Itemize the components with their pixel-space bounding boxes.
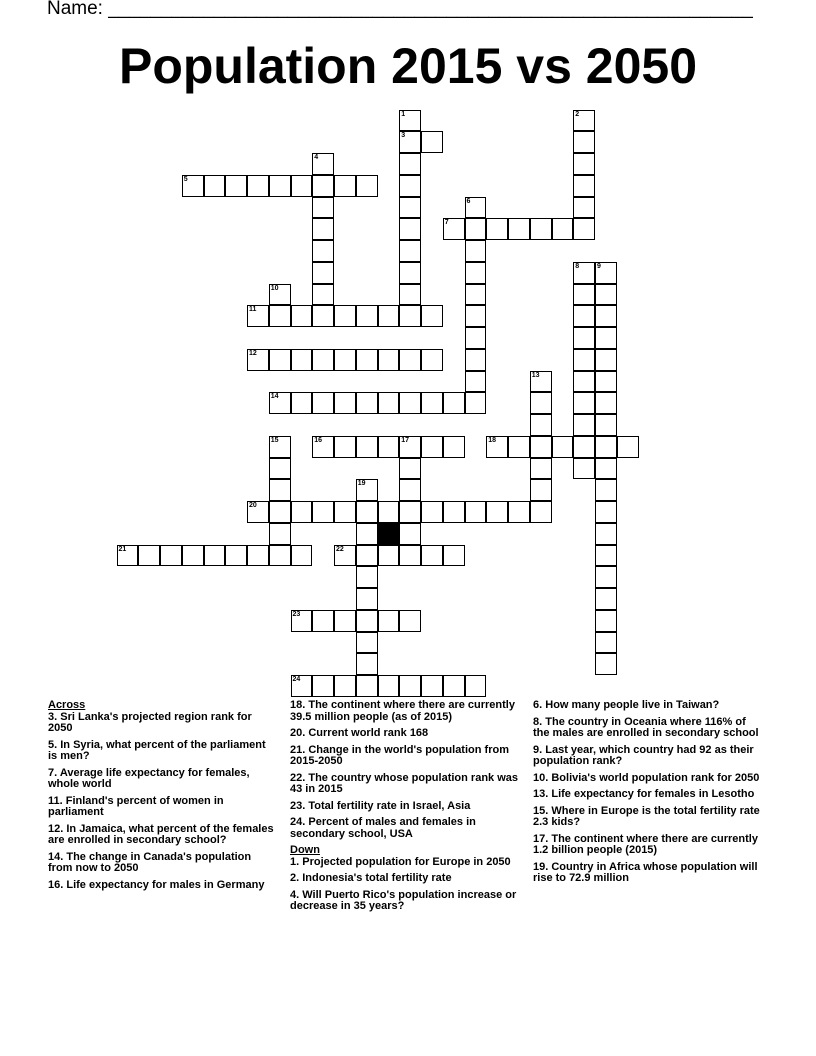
crossword-cell[interactable] — [269, 175, 291, 197]
clue-item — [48, 796, 276, 819]
crossword-cell[interactable] — [399, 436, 421, 458]
crossword-cell[interactable] — [356, 588, 378, 610]
crossword-cell[interactable] — [312, 675, 334, 697]
crossword-cell[interactable] — [356, 610, 378, 632]
clue-item — [533, 862, 761, 885]
clue-text: Current world rank 168 — [308, 727, 429, 739]
clue-item — [290, 728, 518, 740]
cell-number: 8 — [575, 262, 580, 270]
clue-number: 21. — [290, 743, 306, 756]
crossword-cell[interactable] — [486, 436, 508, 458]
crossword-cell[interactable] — [465, 197, 487, 219]
clue-text: Average life expectancy for females, whole world — [48, 766, 250, 790]
crossword-cell[interactable] — [312, 305, 334, 327]
clue-item — [533, 806, 761, 829]
crossword-cell[interactable] — [465, 327, 487, 349]
crossword-cell[interactable] — [595, 327, 617, 349]
clue-item — [533, 717, 761, 740]
crossword-cell[interactable] — [312, 262, 334, 284]
crossword-cell[interactable] — [399, 501, 421, 523]
crossword-cell[interactable] — [247, 545, 269, 567]
black-cell — [378, 523, 400, 545]
crossword-cell[interactable] — [595, 501, 617, 523]
clue-number: 7. — [48, 766, 58, 779]
crossword-cell[interactable] — [204, 175, 226, 197]
clue-number: 10. — [533, 771, 549, 784]
clue-number: 9. — [533, 743, 543, 756]
clue-number: 15. — [533, 804, 549, 817]
crossword-cell[interactable] — [465, 218, 487, 240]
crossword-cell[interactable] — [291, 392, 313, 414]
clue-number: 5. — [48, 738, 58, 751]
cell-number: 7 — [444, 219, 449, 227]
crossword-cell[interactable] — [356, 523, 378, 545]
clue-item — [48, 768, 276, 791]
clue-item — [48, 852, 276, 875]
crossword-cell[interactable] — [291, 305, 313, 327]
crossword-cell[interactable] — [595, 349, 617, 371]
clue-item — [290, 873, 518, 885]
clue-number: 11. — [48, 794, 63, 807]
crossword-cell[interactable] — [530, 392, 552, 414]
crossword-cell[interactable] — [334, 501, 356, 523]
crossword-cell[interactable] — [399, 523, 421, 545]
crossword-cell[interactable] — [334, 392, 356, 414]
crossword-cell[interactable] — [356, 501, 378, 523]
crossword-cell[interactable] — [399, 675, 421, 697]
crossword-cell[interactable] — [573, 349, 595, 371]
crossword-cell[interactable] — [312, 349, 334, 371]
crossword-cell[interactable] — [573, 218, 595, 240]
crossword-cell[interactable] — [334, 610, 356, 632]
clue-text: The country whose population rank was 43 in 2015 — [290, 771, 518, 795]
clue-text: Indonesia's total fertility rate — [302, 872, 452, 884]
clue-number: 13. — [533, 788, 549, 800]
clue-number: 18. — [290, 699, 306, 711]
crossword-cell[interactable] — [399, 392, 421, 414]
crossword-cell[interactable] — [465, 349, 487, 371]
cell-number: 23 — [292, 610, 301, 618]
crossword-cell[interactable] — [269, 349, 291, 371]
crossword-cell[interactable] — [595, 436, 617, 458]
crossword-cell[interactable] — [443, 501, 465, 523]
crossword-cell[interactable] — [378, 501, 400, 523]
crossword-cell[interactable] — [312, 436, 334, 458]
cell-number: 6 — [466, 197, 471, 205]
crossword-cell[interactable] — [465, 392, 487, 414]
crossword-cell[interactable] — [204, 545, 226, 567]
crossword-cell[interactable] — [312, 197, 334, 219]
crossword-cell[interactable] — [573, 110, 595, 132]
clue-text: Will Puerto Rico's population increase or decrease in 35 years? — [290, 888, 517, 912]
crossword-cell[interactable] — [530, 479, 552, 501]
crossword-cell[interactable] — [182, 545, 204, 567]
clue-text: In Syria, what percent of the parliament is men? — [48, 738, 266, 762]
crossword-cell[interactable] — [399, 153, 421, 175]
cell-number: 24 — [292, 676, 301, 683]
crossword-cell[interactable] — [573, 197, 595, 219]
crossword-cell[interactable] — [399, 545, 421, 567]
crossword-cell[interactable] — [399, 610, 421, 632]
crossword-cell[interactable] — [356, 632, 378, 654]
crossword-cell[interactable] — [530, 436, 552, 458]
crossword-cell[interactable] — [138, 545, 160, 567]
crossword-cell[interactable] — [247, 501, 269, 523]
crossword-cell[interactable] — [356, 305, 378, 327]
crossword-cell[interactable] — [595, 458, 617, 480]
clue-item — [290, 700, 518, 723]
clue-text: Life expectancy for females in Lesotho — [551, 788, 755, 800]
clue-number: 6. — [533, 699, 543, 711]
crossword-cell[interactable] — [573, 153, 595, 175]
clue-item — [48, 880, 276, 892]
clue-number: 20. — [290, 727, 306, 739]
clue-item — [533, 745, 761, 768]
crossword-cell[interactable] — [269, 479, 291, 501]
cell-number: 16 — [314, 436, 323, 444]
crossword-cell[interactable] — [356, 349, 378, 371]
crossword-cell[interactable] — [356, 436, 378, 458]
crossword-cell[interactable] — [269, 545, 291, 567]
crossword-cell[interactable] — [312, 610, 334, 632]
crossword-cell[interactable] — [356, 653, 378, 675]
clue-number: 14. — [48, 850, 64, 863]
crossword-cell[interactable] — [530, 501, 552, 523]
crossword-cell[interactable] — [595, 566, 617, 588]
crossword-cell[interactable] — [225, 175, 247, 197]
crossword-cell[interactable] — [312, 284, 334, 306]
crossword-cell[interactable] — [552, 436, 574, 458]
cell-number: 15 — [270, 436, 279, 444]
clue-number: 3. — [48, 710, 58, 723]
crossword-cell[interactable] — [399, 218, 421, 240]
cell-number: 12 — [249, 349, 257, 357]
crossword-cell[interactable] — [117, 545, 139, 567]
cell-number: 9 — [597, 262, 601, 270]
crossword-cell[interactable] — [443, 675, 465, 697]
crossword-cell[interactable] — [421, 392, 443, 414]
crossword-cell[interactable] — [312, 392, 334, 414]
clue-item — [48, 740, 276, 763]
crossword-cell[interactable] — [421, 545, 443, 567]
crossword-cell[interactable] — [399, 479, 421, 501]
cell-number: 11 — [249, 306, 257, 314]
clue-text: Projected population for Europe in 2050 — [302, 855, 511, 868]
crossword-cell[interactable] — [530, 371, 552, 393]
crossword-cell[interactable] — [421, 501, 443, 523]
crossword-cell[interactable] — [573, 414, 595, 436]
clue-text: Bolivia's world population rank for 2050 — [551, 771, 760, 784]
crossword-cell[interactable] — [465, 284, 487, 306]
crossword-cell[interactable] — [573, 392, 595, 414]
clue-number: 12. — [48, 822, 64, 835]
crossword-cell[interactable] — [291, 175, 313, 197]
cell-number: 1 — [401, 110, 406, 118]
clue-text: How many people live in Taiwan? — [545, 699, 720, 711]
crossword-cell[interactable] — [334, 545, 356, 567]
clue-number: 19. — [533, 860, 549, 873]
crossword-cell[interactable] — [399, 262, 421, 284]
crossword-cell[interactable] — [291, 349, 313, 371]
clue-text: Where in Europe is the total fertility rate 2.3 kids? — [533, 804, 760, 828]
clue-item — [48, 712, 276, 735]
crossword-cell[interactable] — [595, 284, 617, 306]
crossword-cell[interactable] — [334, 675, 356, 697]
crossword-cell[interactable] — [356, 566, 378, 588]
crossword-cell[interactable] — [399, 197, 421, 219]
cell-number: 21 — [118, 545, 127, 553]
crossword-cell[interactable] — [356, 479, 378, 501]
clue-column-right — [533, 700, 761, 890]
crossword-cell[interactable] — [334, 349, 356, 371]
crossword-cell[interactable] — [312, 175, 334, 197]
crossword-cell[interactable] — [269, 523, 291, 545]
crossword-cell[interactable] — [160, 545, 182, 567]
clue-text: Change in the world's population from 2015-2050 — [290, 743, 509, 767]
clue-number: 22. — [290, 771, 306, 784]
crossword-cell[interactable] — [443, 218, 465, 240]
clue-number: 1. — [290, 855, 300, 868]
cell-number: 20 — [249, 502, 257, 509]
crossword-cell[interactable] — [595, 653, 617, 675]
crossword-cell[interactable] — [291, 545, 313, 567]
crossword-cell[interactable] — [291, 501, 313, 523]
clue-item — [290, 857, 518, 869]
clue-item — [533, 773, 761, 785]
crossword-cell[interactable] — [465, 305, 487, 327]
cell-number: 10 — [270, 284, 279, 292]
crossword-cell[interactable] — [334, 305, 356, 327]
crossword-cell[interactable] — [269, 436, 291, 458]
clue-item — [48, 824, 276, 847]
crossword-cell[interactable] — [595, 588, 617, 610]
crossword-cell[interactable] — [443, 545, 465, 567]
crossword-cell[interactable] — [573, 458, 595, 480]
crossword-cell[interactable] — [399, 305, 421, 327]
crossword-cell[interactable] — [530, 218, 552, 240]
crossword-cell[interactable] — [399, 110, 421, 132]
crossword-cell[interactable] — [247, 305, 269, 327]
crossword-cell[interactable] — [399, 349, 421, 371]
crossword-cell[interactable] — [465, 501, 487, 523]
clue-text: The continent where there are currently 1.2 billion people (2015) — [533, 832, 758, 856]
cell-number: 13 — [531, 371, 540, 379]
crossword-cell[interactable] — [530, 414, 552, 436]
crossword-cell[interactable] — [465, 240, 487, 262]
crossword-cell[interactable] — [573, 371, 595, 393]
crossword-cell[interactable] — [595, 371, 617, 393]
clue-item — [533, 700, 761, 712]
crossword-cell[interactable] — [356, 175, 378, 197]
crossword-cell[interactable] — [443, 436, 465, 458]
crossword-cell[interactable] — [595, 479, 617, 501]
clue-item — [533, 834, 761, 857]
crossword-cell[interactable] — [465, 371, 487, 393]
clue-text: Total fertility rate in Israel, Asia — [308, 799, 471, 812]
crossword-cell[interactable] — [421, 675, 443, 697]
clue-text: Last year, which country had 92 as their population rank? — [533, 743, 754, 767]
crossword-cell[interactable] — [595, 545, 617, 567]
cell-number: 5 — [183, 175, 188, 183]
crossword-cell[interactable] — [269, 458, 291, 480]
crossword-cell[interactable] — [247, 175, 269, 197]
crossword-cell[interactable] — [595, 262, 617, 284]
clue-text: Finland's percent of women in parliament — [48, 794, 224, 818]
clue-number: 24. — [290, 816, 306, 828]
crossword-cell[interactable] — [378, 349, 400, 371]
crossword-cell[interactable] — [399, 175, 421, 197]
crossword-cell[interactable] — [378, 675, 400, 697]
clue-number: 16. — [48, 878, 64, 891]
crossword-cell[interactable] — [595, 610, 617, 632]
clue-text: Country in Africa whose population will rise to 72.9 million — [533, 860, 758, 884]
crossword-cell[interactable] — [356, 675, 378, 697]
clue-item — [290, 817, 518, 840]
crossword-cell[interactable] — [334, 175, 356, 197]
crossword-cell[interactable] — [508, 501, 530, 523]
cell-number: 17 — [401, 436, 410, 444]
cell-number: 22 — [336, 545, 344, 553]
crossword-cell[interactable] — [595, 523, 617, 545]
page-title: Population 2015 vs 2050 — [118, 38, 698, 94]
crossword-cell[interactable] — [595, 632, 617, 654]
crossword-cell[interactable] — [486, 501, 508, 523]
crossword-cell[interactable] — [378, 436, 400, 458]
crossword-cell[interactable] — [421, 436, 443, 458]
cell-number: 4 — [314, 154, 319, 161]
crossword-cell[interactable] — [443, 392, 465, 414]
crossword-cell[interactable] — [269, 305, 291, 327]
crossword-cell[interactable] — [595, 305, 617, 327]
crossword-cell[interactable] — [595, 414, 617, 436]
clue-number: 23. — [290, 799, 306, 812]
crossword-cell[interactable] — [465, 675, 487, 697]
across-heading: Across — [48, 699, 86, 711]
crossword-cell[interactable] — [399, 131, 421, 153]
crossword-cell[interactable] — [312, 501, 334, 523]
clue-column-left — [48, 700, 276, 896]
crossword-cell[interactable] — [421, 305, 443, 327]
clue-text: Percent of males and females in secondary school, USA — [290, 816, 476, 840]
cell-number: 19 — [357, 480, 366, 488]
crossword-cell[interactable] — [378, 305, 400, 327]
crossword-cell[interactable] — [291, 675, 313, 697]
crossword-cell[interactable] — [269, 392, 291, 414]
crossword-cell[interactable] — [573, 305, 595, 327]
down-heading: Down — [290, 844, 320, 856]
crossword-cell[interactable] — [182, 175, 204, 197]
crossword-cell[interactable] — [573, 284, 595, 306]
crossword-cell[interactable] — [269, 501, 291, 523]
clue-item — [290, 773, 518, 796]
crossword-cell[interactable] — [508, 218, 530, 240]
crossword-cell[interactable] — [617, 436, 639, 458]
crossword-cell[interactable] — [378, 610, 400, 632]
clue-column-middle — [290, 700, 518, 918]
crossword-cell[interactable] — [378, 392, 400, 414]
crossword-cell[interactable] — [356, 545, 378, 567]
crossword-cell[interactable] — [421, 349, 443, 371]
clue-item — [290, 801, 518, 813]
clue-text: The continent where there are currently 39.5 million people (as of 2015) — [290, 699, 515, 723]
crossword-cell[interactable] — [269, 284, 291, 306]
crossword-cell[interactable] — [573, 436, 595, 458]
crossword-cell[interactable] — [334, 436, 356, 458]
cell-number: 18 — [488, 436, 497, 444]
clue-text: In Jamaica, what percent of the females are enrolled in secondary school? — [48, 822, 274, 846]
name-line: Name: _____________________________________________________________ — [47, 0, 753, 19]
cell-number: 14 — [270, 393, 279, 401]
crossword-cell[interactable] — [573, 131, 595, 153]
clue-number: 8. — [533, 715, 543, 728]
crossword-cell[interactable] — [291, 610, 313, 632]
clue-number: 17. — [533, 832, 549, 845]
clue-item — [290, 890, 518, 913]
crossword-cell[interactable] — [552, 218, 574, 240]
crossword-cell[interactable] — [508, 436, 530, 458]
crossword-cell[interactable] — [399, 458, 421, 480]
clue-text: The change in Canada's population from now to 2050 — [48, 850, 252, 874]
crossword-cell[interactable] — [421, 131, 443, 153]
crossword-cell[interactable] — [312, 218, 334, 240]
clue-item — [290, 745, 518, 768]
clue-text: Sri Lanka's projected region rank for 2050 — [48, 710, 252, 734]
crossword-cell[interactable] — [486, 218, 508, 240]
crossword-cell[interactable] — [399, 284, 421, 306]
clue-text: Life expectancy for males in Germany — [66, 878, 265, 891]
crossword-cell[interactable] — [312, 153, 334, 175]
crossword-cell[interactable] — [573, 175, 595, 197]
crossword-cell[interactable] — [595, 392, 617, 414]
clue-text: The country in Oceania where 116% of the males are enrolled in secondary school — [533, 715, 759, 739]
clue-number: 4. — [290, 888, 300, 901]
crossword-cell[interactable] — [573, 262, 595, 284]
crossword-cell[interactable] — [225, 545, 247, 567]
cell-number: 3 — [401, 132, 406, 140]
clue-number: 2. — [290, 872, 300, 884]
crossword-cell[interactable] — [399, 240, 421, 262]
clue-item — [533, 789, 761, 801]
cell-number: 2 — [575, 110, 580, 118]
crossword-cell[interactable] — [573, 327, 595, 349]
crossword-cell[interactable] — [378, 545, 400, 567]
crossword-cell[interactable] — [356, 392, 378, 414]
crossword-cell[interactable] — [465, 262, 487, 284]
crossword-cell[interactable] — [312, 240, 334, 262]
crossword-cell[interactable] — [247, 349, 269, 371]
crossword-cell[interactable] — [530, 458, 552, 480]
